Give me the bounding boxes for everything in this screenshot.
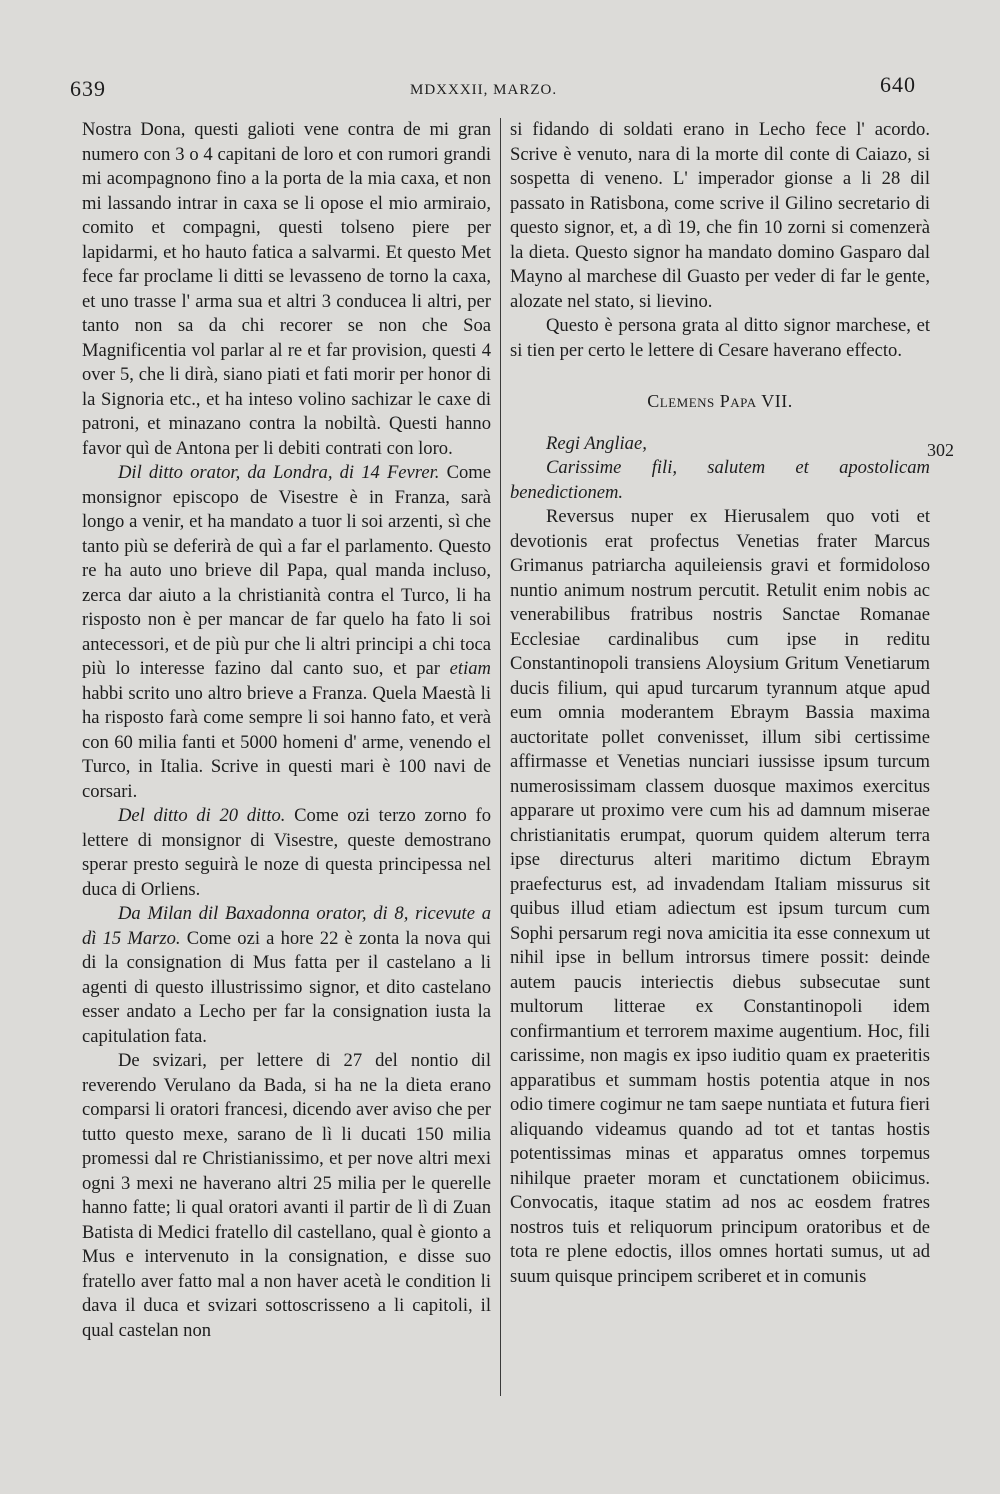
page-header	[70, 72, 916, 112]
spacer	[510, 414, 930, 432]
section-heading: Dil ditto orator, da Londra, di 14 Fevrer.	[118, 462, 440, 483]
document-title: Clemens Papa VII.	[647, 391, 793, 411]
section-heading: Del ditto di 20 ditto.	[118, 805, 286, 826]
paragraph: si fidando di soldati erano in Lecho fece l' acordo. Scrive è venuto, nara di la morte dil conte di Caiazo, si sospetta di veneno. L' imperador gionse a li 28 dil passato in Ratisbona, come scrive il Gilino secretario di questo signor, et, a dì 19, che fin 10 zorni si comenzerà la dieta. Questo signor ha mandato domino Gasparo dal Mayno al marchese dil Guasto per veder di far le gente, alozate nel stato, si lievino.	[510, 119, 930, 312]
margin-number: 302	[927, 440, 954, 460]
column-divider	[500, 118, 501, 1396]
paragraph: Da Milan dil Baxadonna orator, di 8, ricevute a dì 15 Marzo. Come ozi a hore 22 è zonta la nova qui di la consignation di Mus fatta per il castelano a li agenti di questo illustrissimo signor, et dito castelano esser andato a Lecho per far la consignation iusta la capitulation fata.	[82, 903, 491, 1047]
page-number-left: 639	[70, 76, 106, 101]
salutation-greeting: Carissime fili, salutem et apostolicam benedictionem.	[510, 457, 930, 503]
italic-word: etiam	[449, 658, 491, 679]
spacer	[510, 363, 930, 381]
paragraph: Nostra Dona, questi galioti vene contra de mi gran numero con 3 o 4 capitani de loro et con rumori grandi mi acompagnono fino a la porta de la mia caxa, et non mi lassando intrar in caxa se li opose el mio armiraio, comito et compagni, questi tolseno piere per lapidarmi, et ho hauto fatica a salvarmi. Et questo Met fece far proclame li ditti se levasseno de torno la caxa, et uno trasse l' arma sua et altri 3 conducea li altri, per tanto non sa da chi recorer se non che Soa Magnificentia vol parlar al re et far provision, questi 4 over 5, che li dirà, siano piati et fati morir per honor di la Signoria etc., et ha inteso volino sachizar le caxe di patroni, et minazano contra la nobiltà. Questi hanno favor quì de Antona per li debiti contrati con loro.	[82, 119, 491, 459]
page-number-right: 640	[880, 72, 916, 97]
salutation-addressee: Regi Angliae,	[546, 432, 647, 454]
paragraph: Reversus nuper ex Hierusalem quo voti et devotionis erat profectus Venetias frater Marcus Grimanus patriarcha aquileiensis gravi et formidoloso nuntio animum nostrum percutit. Retulit enim nobis ac venerabilibus fratribus nostris Sanctae Romanae Ecclesiae cardinalibus cum ipse in reditu Constantinopoli transiens Aloysium Gritum Venetiarum ducis filium, qui apud turcarum tyrannum atque apud eum omnia moderantem Ebraym Bassia maxima auctoritate pollet convenisset, illum sibi certissime affirmasse et Venetias nunciari iussisse ipsum turcum numerosissimam classem duosque maximos exercitus apparare ut proximo vere cum his ad damnum miserae christianitatis erumpat, quorum quidem alterum terra ipse directurus alteri maritimo dictum Ebraym praefecturus est, ad invadendam Italiam missurus sit quibus illud etiam adiectum est ipsum turcum cum Sophi persarum regi nova amicitia ita esse connexum ut nihil ipse in bellum introrsus timere possit: deinde autem paucis interiectis diebus subsecutae sunt multorum litterae ex Constantinopoli idem confirmantium et terrorem maxime augentium. Hoc, fili carissime, non magis ex ipso iuditio quam ex praeteritis apparatibus et summam hostis potentia atque in nos odio timere cogimur ne tam saepe nuntiata et futura fieri aliquando videamus quando ad tot et tantas hostis potentissimas minas et apparatus omnes torpemus nihilque praeter moram et cunctationem obiicimus. Convocatis, itaque statim ad nos ac eosdem fratres nostros tuis et reliquorum principum oratoribus et de tota re plene edoctis, illos omnes hortati sumus, ut ad suum quisque principem scriberet et in comunis	[510, 506, 930, 1287]
paragraph: Dil ditto orator, da Londra, di 14 Fevrer. Come monsignor episcopo de Visestre è in Franza, sarà longo a venir, et ha mandato a tuor li soi arzenti, sì che tanto più se deferirà de quì a far el parlamento. Questo re ha auto uno brieve dil Papa, qual manda incluso, zerca dar aiuto a la christianità contra el Turco, li ha risposto non è per mancar de far quelo ha fato li soi antecessori, et de più pur che li altri principi a chi toca più lo interesse fazino dal canto suo, et par etiam habbi scrito uno altro brieve a Franza. Quela Maestà li ha risposto farà come sempre li soi hanno fato, et verà con 60 milia fanti et 5000 homeni d' arme, venendo el Turco, in Italia. Scrive in questi mari è 100 navi de corsari.	[82, 462, 491, 802]
paragraph: Questo è persona grata al ditto signor marchese, et si tien per certo le lettere di Cesare haverano effecto.	[510, 315, 930, 361]
section-heading: Da Milan dil Baxadonna orator, di 8, ricevute a dì 15 Marzo.	[82, 903, 491, 949]
paragraph: Del ditto di 20 ditto. Come ozi terzo zorno fo lettere di monsignor di Visestre, queste demostrano sperar presto seguirà le noze di questa principessa nel duca di Orliens.	[82, 805, 491, 900]
left-column	[82, 118, 491, 1343]
paragraph: De svizari, per lettere di 27 del nontio dil reverendo Verulano da Bada, si ha ne la dieta erano comparsi li oratori francesi, dicendo aver aviso che per tutto questo mexe, sarano de lì li ducati 150 milia promessi dal re Christianissimo, et per nove altri mexi ogni 3 mexi ne haverano altri 25 milia per le querelle hanno fatte; li qual oratori avanti il partir de lì di Zuan Batista di Medici fratello dil castellano, qual è gionto a Mus e intervenuto in la consignation, e disse suo fratello aver fatto mal a non haver acetà le condition li dava il duca et svizari sottoscrisseno a li capitoli, il qual castelan non	[82, 1050, 491, 1341]
running-title: MDXXXII, MARZO.	[410, 82, 558, 98]
right-column	[510, 118, 930, 1289]
